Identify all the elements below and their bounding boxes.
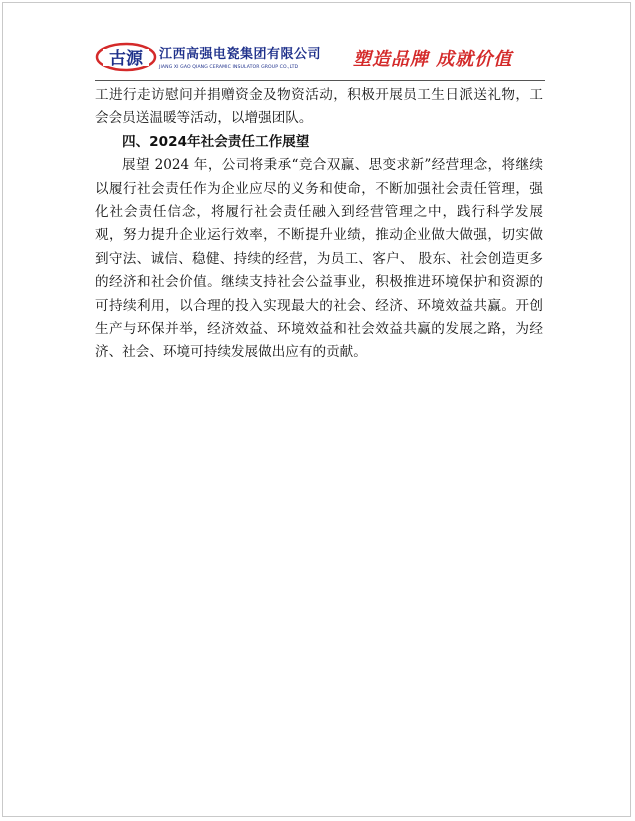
company-name-cn: 江西高强电瓷集团有限公司 [159, 47, 322, 62]
company-logo [95, 40, 157, 72]
document-body [95, 84, 543, 365]
section-heading: 四、2024年社会责任工作展望 [122, 133, 310, 150]
outlook-paragraph: 展望 2024 年，公司将秉承“竞合双赢、思变求新”经营理念，将继续以履行社会责任作为企业应尽的义务和使命，不断加强社会责任管理，强化社会责任信念，将履行社会责任融入到经营管理之中，践行科学发展观，努力提升企业运行效率，不断提升业绩，推动企业做大做强，切实做到守法、诚信、稳健、持续的经营，为员工、客户、 股东、社会创造更多的经济和社会价值。继续支持社会公益事业，积极推进环境保护和资源的可持续利用，以合理的投入实现最大的社会、经济、环境效益共赢。开创生产与环保并举，经济效益、环境效益和社会效益共赢的发展之路，为经济、社会、环境可持续发展做出应有的贡献。 [95, 157, 543, 361]
header-divider [95, 80, 545, 81]
company-slogan: 塑造品牌 成就价值 [353, 49, 513, 70]
company-name [159, 43, 349, 70]
company-name-en: JIANG XI GAO QIANG CERAMIC INSULATOR GROUP CO.,LTD [159, 65, 299, 70]
page-header [95, 40, 545, 78]
logo-text: 古源 [109, 49, 143, 69]
intro-paragraph: 工进行走访慰问并捐赠资金及物资活动，积极开展员工生日派送礼物，工会会员送温暖等活动，以增强团队。 [95, 87, 543, 127]
